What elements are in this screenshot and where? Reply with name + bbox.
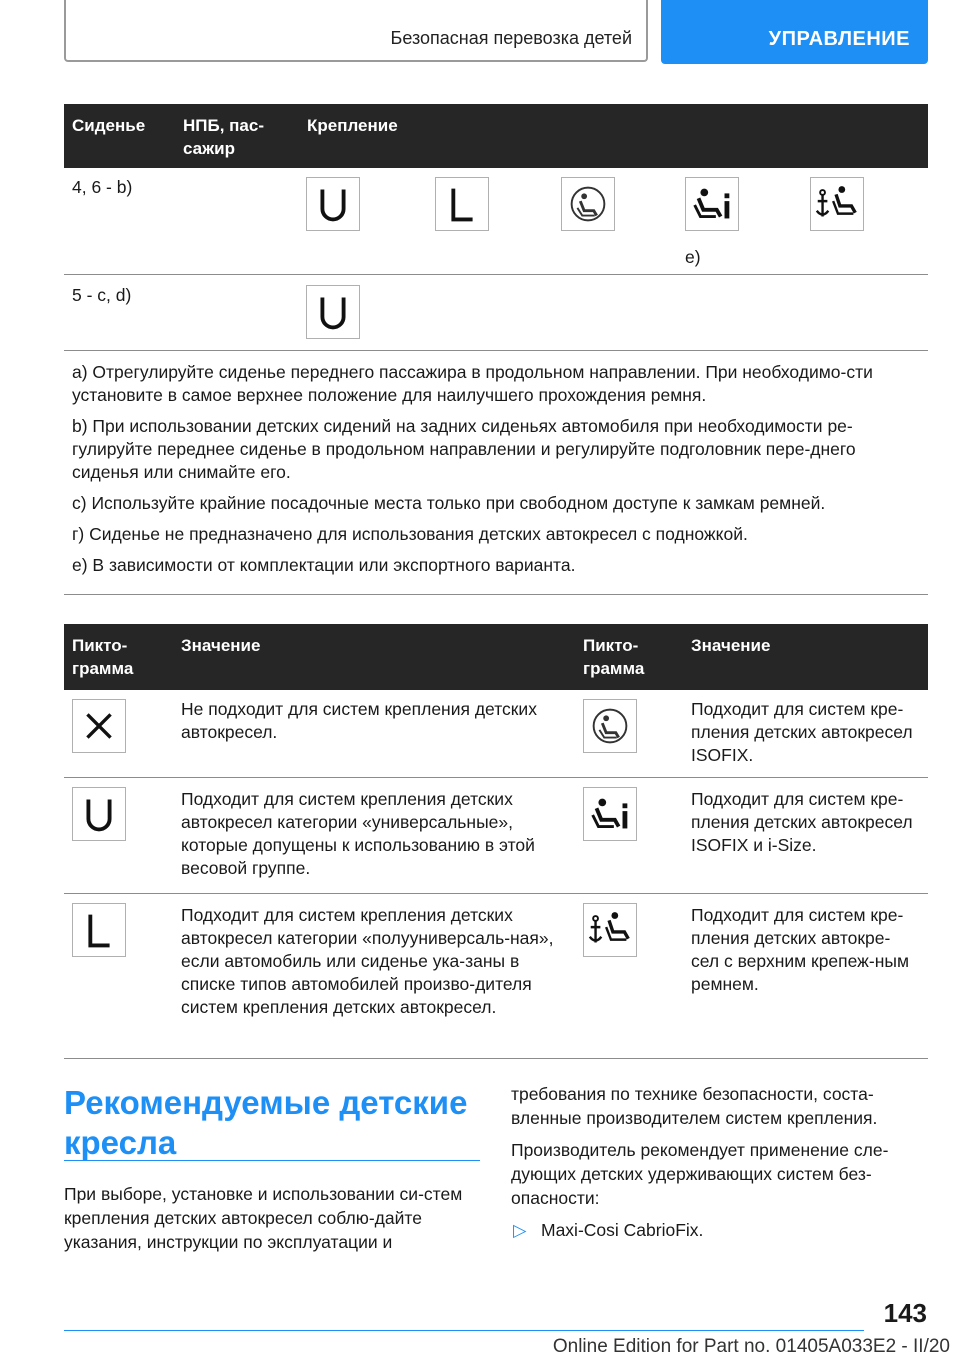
meaning-text: Не подходит для систем крепления детских автокресел. xyxy=(181,699,537,742)
isofix-icon xyxy=(583,699,637,753)
not-suitable-cross-icon xyxy=(72,699,126,753)
section-title: Безопасная перевозка детей xyxy=(390,28,632,48)
seat-position: 5 - c, d) xyxy=(72,285,132,305)
isofix-i-size-icon xyxy=(685,177,739,231)
isofix-icon xyxy=(561,177,615,231)
col-picto-right: Пикто- грамма xyxy=(583,636,645,678)
table-row xyxy=(64,276,928,351)
page-header xyxy=(64,0,928,64)
footnote-c: c) Используйте крайние посадочные места только при свободном доступе к замкам ремней. xyxy=(72,493,826,513)
pictogram-table-header xyxy=(64,624,928,690)
recommended-seat: Maxi-Cosi CabrioFix. xyxy=(541,1220,704,1240)
col-mount: Крепление xyxy=(307,116,398,135)
col-airbag: НПБ, пас- сажир xyxy=(183,116,264,158)
footnote-a: a) Отрегулируйте сиденье переднего пассажира в продольном направлении. При необходимо-сти установите в самое верхнее положение для наилучшего прохождения ремня. xyxy=(72,362,873,405)
intro-text: При выборе, установке и использовании си-стем крепления детских автокресел соблю-дайте указания, инструкции по эксплуатации и xyxy=(64,1184,463,1252)
semi-universal-l-icon xyxy=(435,177,489,231)
universal-u-icon xyxy=(306,285,360,339)
footer-line xyxy=(64,1330,864,1331)
top-tether-icon xyxy=(810,177,864,231)
col-meaning-right: Значение xyxy=(691,636,771,655)
footer-text: Online Edition for Part no. 01405A033E2 - II/20 xyxy=(552,1336,950,1357)
chapter-title: УПРАВЛЕНИЕ xyxy=(768,28,910,50)
section-heading: Рекомендуемые детские кресла xyxy=(64,1084,468,1161)
table-row xyxy=(64,690,928,778)
top-tether-icon xyxy=(583,903,637,957)
table-row xyxy=(64,168,928,275)
table-row xyxy=(64,894,928,1059)
triangle-bullet-icon: ▷ xyxy=(513,1220,527,1240)
footnote-e: e) В зависимости от комплектации или экспортного варианта. xyxy=(72,555,576,575)
footnotes xyxy=(64,352,928,595)
universal-u-icon xyxy=(306,177,360,231)
col-meaning-left: Значение xyxy=(181,636,261,655)
continued-text: требования по технике безопасности, соста-вленные производителем систем крепления. xyxy=(511,1084,878,1128)
meaning-text: Подходит для систем крепления детских автокресел категории «полууниверсаль-ная», если автомобиль или сиденье ука-заны в списке типов автомобилей произво-дителя систем крепления детских автокресел. xyxy=(181,905,554,1017)
list-item xyxy=(511,1218,928,1242)
meaning-text: Подходит для систем кре-пления детских автокре-сел с верхним крепеж-ным ремнем. xyxy=(691,905,909,994)
page-number: 143 xyxy=(883,1298,927,1328)
col-seat: Сиденье xyxy=(72,116,146,135)
chapter-tab xyxy=(661,0,928,64)
footnote-e: e) xyxy=(685,247,701,267)
meaning-text: Подходит для систем крепления детских автокресел категории «универсальные», которые допущены к использованию в этой весовой группе. xyxy=(181,789,535,878)
semi-universal-l-icon xyxy=(72,903,126,957)
section-header xyxy=(64,0,648,62)
col-picto-left: Пикто- грамма xyxy=(72,636,134,678)
table-row xyxy=(64,778,928,894)
left-column xyxy=(64,1182,480,1262)
seat-position: 4, 6 - b) xyxy=(72,177,133,197)
meaning-text: Подходит для систем кре-пления детских автокресел ISOFIX. xyxy=(691,699,913,765)
recommendation-text: Производитель рекомендует применение сле-дующих детских удерживающих систем без-опасности: xyxy=(511,1140,889,1208)
universal-u-icon xyxy=(72,787,126,841)
footnote-b: b) При использовании детских сидений на задних сиденьях автомобиля при необходимости ре-гулируйте переднее сиденье в продольном направлении и регулируйте подголовник пере-днего сиденья или снимайте его. xyxy=(72,416,856,482)
isofix-i-size-icon xyxy=(583,787,637,841)
footnote-g: г) Сиденье не предназначено для использования детских автокресел с подножкой. xyxy=(72,524,748,544)
seat-table-header xyxy=(64,104,928,168)
right-column xyxy=(511,1082,928,1242)
heading-underline xyxy=(64,1160,480,1161)
meaning-text: Подходит для систем кре-пления детских автокресел ISOFIX и i-Size. xyxy=(691,789,913,855)
